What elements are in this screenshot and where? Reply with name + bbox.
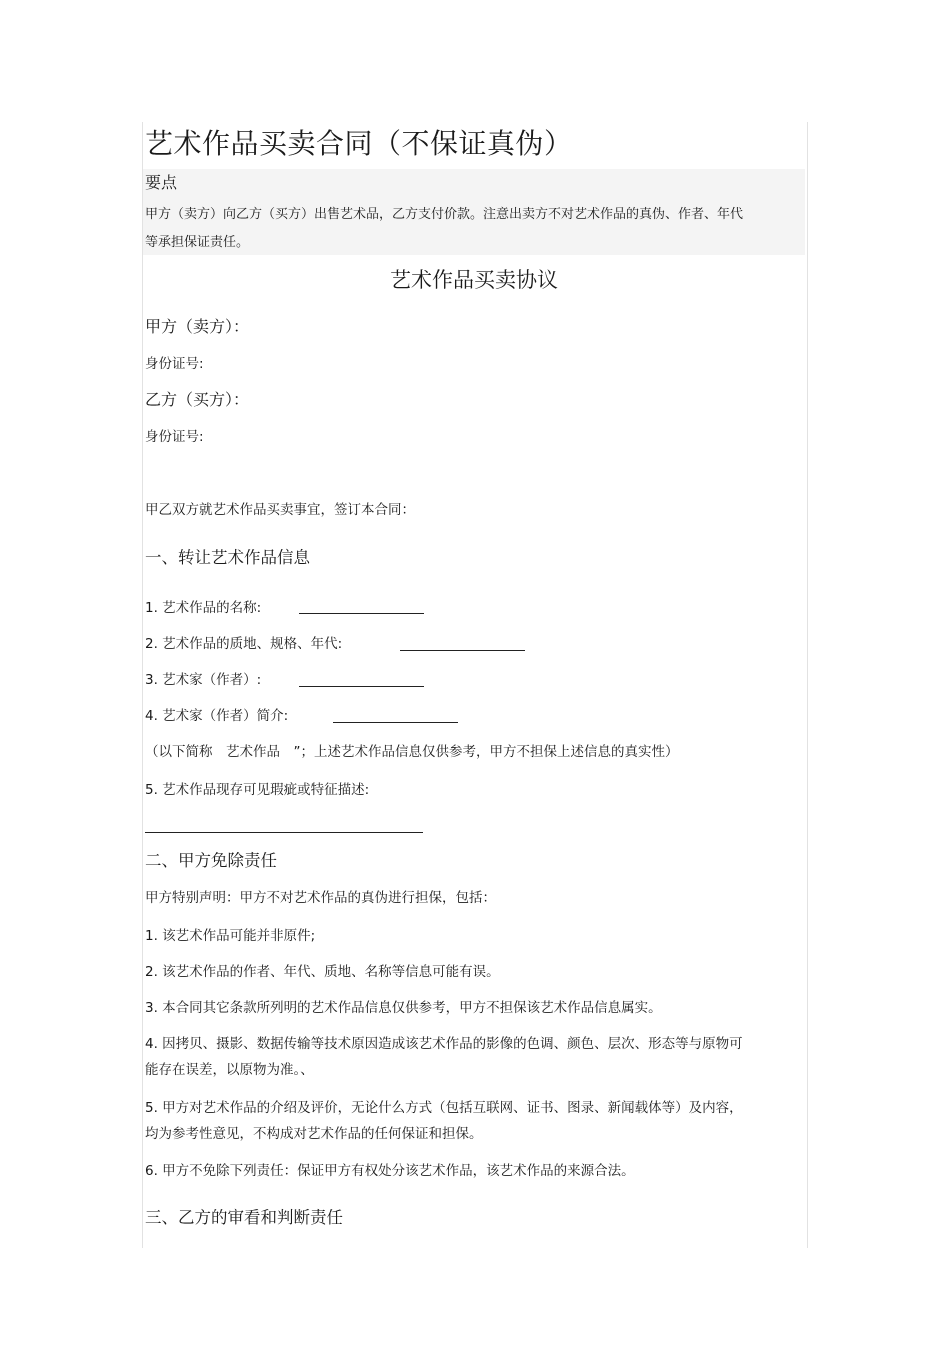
agreement-title: 艺术作品买卖协议 [390,268,558,292]
section2-heading: 二、甲方免除责任 [145,851,277,870]
fill-blank-line [400,650,525,651]
section1-heading: 一、转让艺术作品信息 [145,548,310,567]
fill-blank-line [333,722,458,723]
section2-item: 6. 甲方不免除下列责任：保证甲方有权处分该艺术作品，该艺术作品的来源合法。 [145,1163,635,1179]
summary-heading: 要点 [145,173,178,192]
section2-statement: 甲方特别声明：甲方不对艺术作品的真伪进行担保，包括： [145,890,496,906]
section1-item-artist-bio: 4. 艺术家（作者）简介: [145,708,289,724]
party-a-label: 甲方（卖方）： [145,317,250,336]
section1-item-name: 1. 艺术作品的名称: [145,600,262,616]
summary-text: 甲方（卖方）向乙方（买方）出售艺术品，乙方支付价款。注意出卖方不对艺术作品的真伪、作者、年代等承担保证责任。 [145,207,744,250]
section1-note: （以下简称 艺术作品 ”；上述艺术作品信息仅供参考，甲方不担保上述信息的真实性） [145,744,679,760]
party-b-label: 乙方（买方）： [145,390,250,409]
section2-item: 4. 因拷贝、摄影、数据传输等技术原因造成该艺术作品的影像的色调、颜色、层次、形态等与原物可能存在误差，以原物为准。、 [145,1036,743,1078]
section2-item: 2. 该艺术作品的作者、年代、质地、名称等信息可能有误。 [145,964,500,980]
section2-item: 1. 该艺术作品可能并非原件; [145,928,316,944]
section1-item-defects: 5. 艺术作品现存可见瑕疵或特征描述: [145,782,370,798]
document-title: 艺术作品买卖合同（不保证真伪） [145,127,573,160]
fill-blank-line [299,613,424,614]
section1-item-material: 2. 艺术作品的质地、规格、年代: [145,636,343,652]
intro-text: 甲乙双方就艺术作品买卖事宜，签订本合同： [145,502,415,518]
section2-item: 5. 甲方对艺术作品的介绍及评价，无论什么方式（包括互联网、证书、图录、新闻载体等）及内容，均为参考性意见，不构成对艺术作品的任何保证和担保。 [145,1100,743,1142]
fill-blank-line [145,832,423,833]
section3-heading: 三、乙方的审看和判断责任 [145,1208,343,1227]
section2-item: 3. 本合同其它条款所列明的艺术作品信息仅供参考，甲方不担保该艺术作品信息属实。 [145,1000,662,1016]
party-a-id-label: 身份证号: [145,356,204,372]
section1-item-artist: 3. 艺术家（作者）: [145,672,262,688]
fill-blank-line [299,686,424,687]
party-b-id-label: 身份证号: [145,429,204,445]
